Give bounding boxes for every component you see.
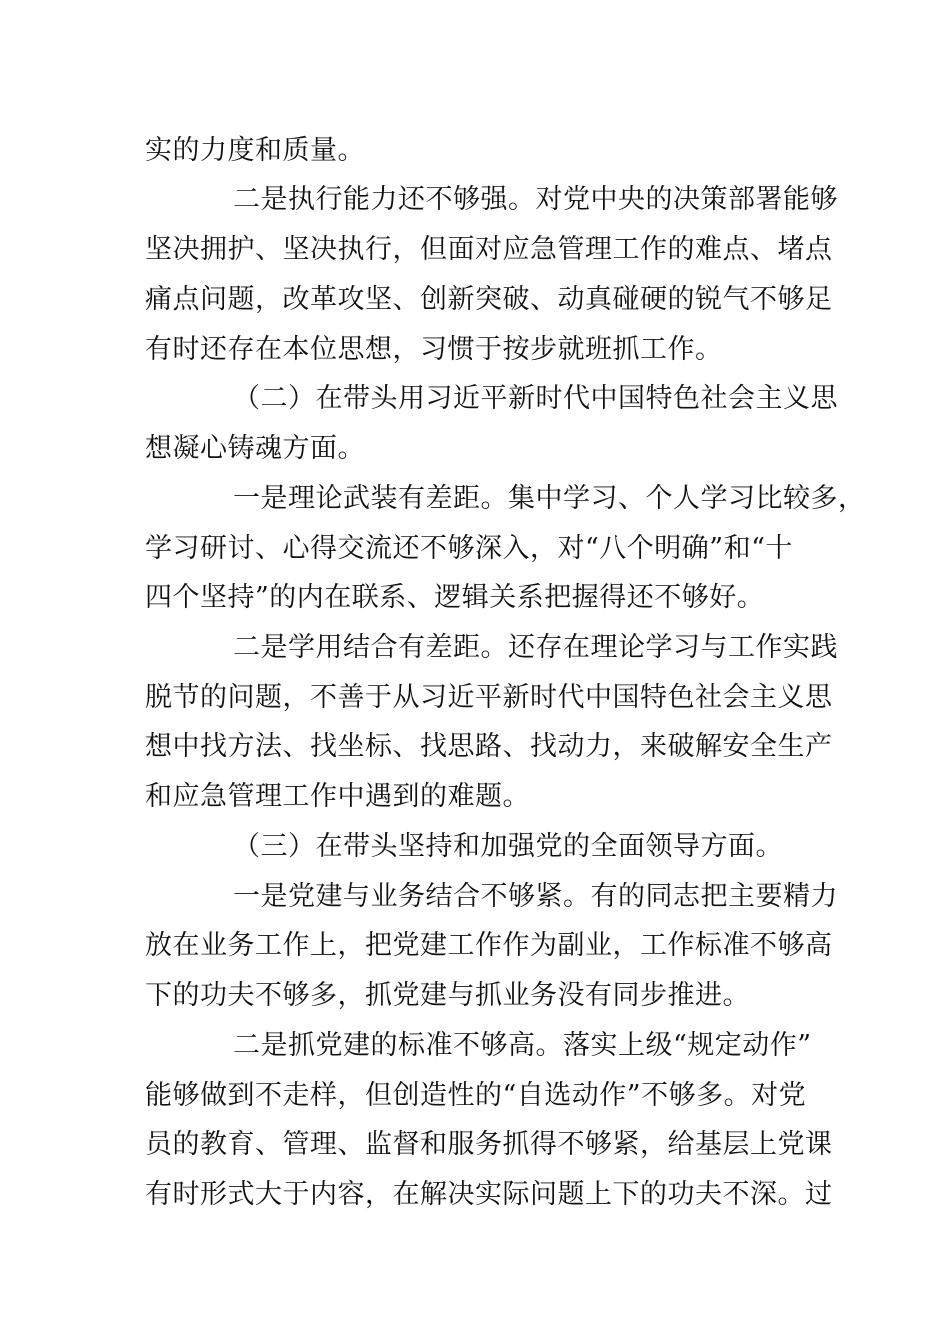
text-line: 有时还存在本位思想，习惯于按步就班抓工作。	[145, 334, 723, 365]
text-line: 有时形式大于内容，在解决实际问题上下的功夫不深。过	[145, 1179, 833, 1210]
section-heading-line: 想凝心铸魂方面。	[145, 433, 365, 464]
text-line: 脱节的问题，不善于从习近平新时代中国特色社会主义思	[145, 682, 833, 713]
text-line: 痛点问题，改革攻坚、创新突破、动真碰硬的锐气不够足	[145, 284, 833, 315]
text-line: 坚决拥护、坚决执行，但面对应急管理工作的难点、堵点	[145, 234, 833, 265]
text-line: 和应急管理工作中遇到的难题。	[145, 781, 530, 812]
paragraph-start-line: 一是党建与业务结合不够紧。有的同志把主要精力	[233, 881, 838, 912]
text-line: 想中找方法、找坐标、找思路、找动力，来破解安全生产	[145, 731, 833, 762]
paragraph-start-line: 二是执行能力还不够强。对党中央的决策部署能够	[233, 184, 838, 215]
section-heading-line: （三）在带头坚持和加强党的全面领导方面。	[233, 831, 783, 862]
text-line: 员的教育、管理、监督和服务抓得不够紧，给基层上党课	[145, 1129, 833, 1160]
paragraph-start-line: 二是抓党建的标准不够高。落实上级“规定动作”	[233, 1030, 812, 1061]
text-line: 放在业务工作上，把党建工作作为副业，工作标准不够高	[145, 930, 833, 961]
text-line: 实的力度和质量。	[145, 135, 365, 166]
text-line: 下的功夫不够多，抓党建与抓业务没有同步推进。	[145, 980, 750, 1011]
paragraph-start-line: 一是理论武装有差距。集中学习、个人学习比较多，	[233, 483, 866, 514]
text-line: 能够做到不走样，但创造性的“自选动作”不够多。对党	[145, 1080, 807, 1111]
text-line: 学习研讨、心得交流还不够深入，对“八个明确”和“十	[145, 533, 793, 564]
text-line: 四个坚持”的内在联系、逻辑关系把握得还不够好。	[145, 582, 765, 613]
paragraph-start-line: 二是学用结合有差距。还存在理论学习与工作实践	[233, 632, 838, 663]
section-heading-line: （二）在带头用习近平新时代中国特色社会主义思	[233, 383, 838, 414]
